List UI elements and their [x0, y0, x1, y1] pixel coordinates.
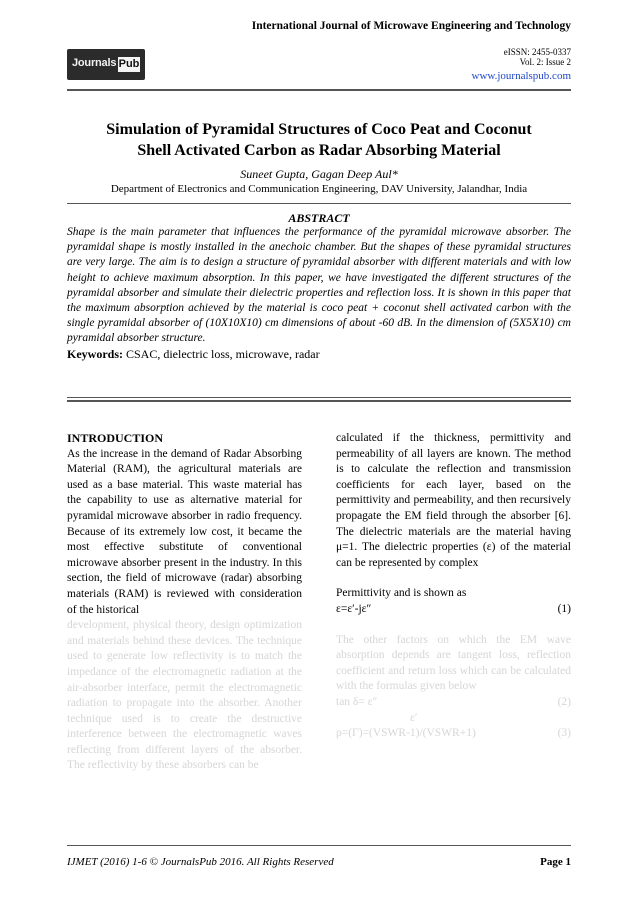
intro-paragraph-faded: development, physical theory, design optimization and materials behind these devices. The technique used to generate low reflectivity is to match the impedance of the electromagnetic radiation at the air-absorber interface, permit the electromagnetic radiation to propagate into the absorber. Another technique used is to create the destructive interference between the electromagnetic waves reflecting from different layers of the absorber. The reflectivity by these absorbers can be: [67, 619, 302, 772]
equation-3: [336, 726, 571, 742]
abstract-text: Shape is the main parameter that influences the performance of the pyramidal microwave absorber. The pyramidal shape is mostly installed in the anechoic chamber. But the shapes of these pyramidal structures are very large. The aim is to design a structure of pyramidal absorber with different materials and with low height to achieve maximum absorption. In this paper, we have investigated the different structures of the pyramidal absorber and simulate their dielectric properties and reflection loss. It is shown in this paper that the maximum absorption achieved by the material is coco peat + coconut shell activated carbon with the single pyramidal absorber of (10X10X10) cm dimensions of about -60 dB. In the dimension of (5X5X10) cm pyramidal absorber structure.: [67, 226, 571, 345]
equation-1-body: ε=ε′-jε″: [336, 602, 372, 615]
keywords-label: Keywords:: [67, 347, 123, 361]
journal-name: International Journal of Microwave Engineering and Technology: [251, 20, 571, 32]
equation-3-number: (3): [557, 727, 571, 740]
factors-paragraph-faded: The other factors on which the EM wave absorption depends are tangent loss, reflection coefficient and return loss which can be calculated with the formulas given below: [336, 633, 571, 693]
keywords: [67, 347, 571, 362]
affiliation: Department of Electronics and Communication Engineering, DAV University, Jalandhar, India: [110, 183, 528, 195]
introduction-heading: INTRODUCTION: [67, 431, 164, 445]
footer-copyright: IJMET (2016) 1-6 © JournalsPub 2016. All Rights Reserved: [67, 856, 334, 868]
left-column: [67, 431, 302, 774]
permittivity-line: Permittivity and is shown as: [336, 587, 467, 600]
title-line-2: Shell Activated Carbon as Radar Absorbing Material: [137, 142, 501, 159]
equation-2-denominator: ε′: [410, 711, 418, 724]
body-rule-1: [67, 397, 571, 398]
journal-url[interactable]: www.journalspub.com: [471, 70, 571, 82]
equation-2-body: tan δ= ε″: [336, 695, 378, 708]
header-rule: [67, 89, 571, 91]
volume-issue: Vol. 2: Issue 2: [519, 57, 571, 67]
eissn: eISSN: 2455-0337: [503, 47, 571, 57]
logo-pub-box: Pub: [118, 58, 140, 70]
abstract-top-rule: [67, 203, 571, 204]
keywords-list: CSAC, dielectric loss, microwave, radar: [123, 347, 320, 361]
paper-title: [80, 119, 558, 161]
right-column: [336, 431, 571, 742]
equation-3-body: ρ=(Γ)=(VSWR-1)/(VSWR+1): [336, 727, 476, 740]
footer-rule: [67, 845, 571, 846]
authors: Suneet Gupta, Gagan Deep Aul*: [240, 167, 398, 181]
equation-1-number: (1): [557, 602, 571, 615]
equation-2: [336, 695, 571, 711]
equation-2-number: (2): [557, 695, 571, 708]
journalspub-logo: [67, 49, 145, 80]
logo-text: Journals: [72, 57, 117, 69]
body-rule-2: [67, 400, 571, 402]
page-number: Page 1: [540, 856, 571, 868]
method-paragraph: calculated if the thickness, permittivity and permeability of all layers are known. The method is to calculate the reflection and transmission coefficients for each layer, based on the permittivity and permeability, and then recursively propagate the EM field through the absorber [6]. The dielectric materials are the material having μ=1. The dielectric properties (ε) of the material can be represented by complex: [336, 432, 571, 569]
equation-1: [336, 602, 571, 618]
abstract-heading: ABSTRACT: [288, 211, 350, 225]
title-line-1: Simulation of Pyramidal Structures of Coco Peat and Coconut: [106, 121, 532, 138]
intro-paragraph: As the increase in the demand of Radar Absorbing Material (RAM), the agricultural materials are used as a base material. This waste material has the capability to use as alternative material for pyramidal microwave absorber in radio frequency. Because of its extremely low cost, it became the most effective substitute of conventional microwave absorber present in the industry. In this section, the field of microwave (radar) absorbing materials (RAM) is reviewed with consideration of the historical: [67, 447, 302, 616]
